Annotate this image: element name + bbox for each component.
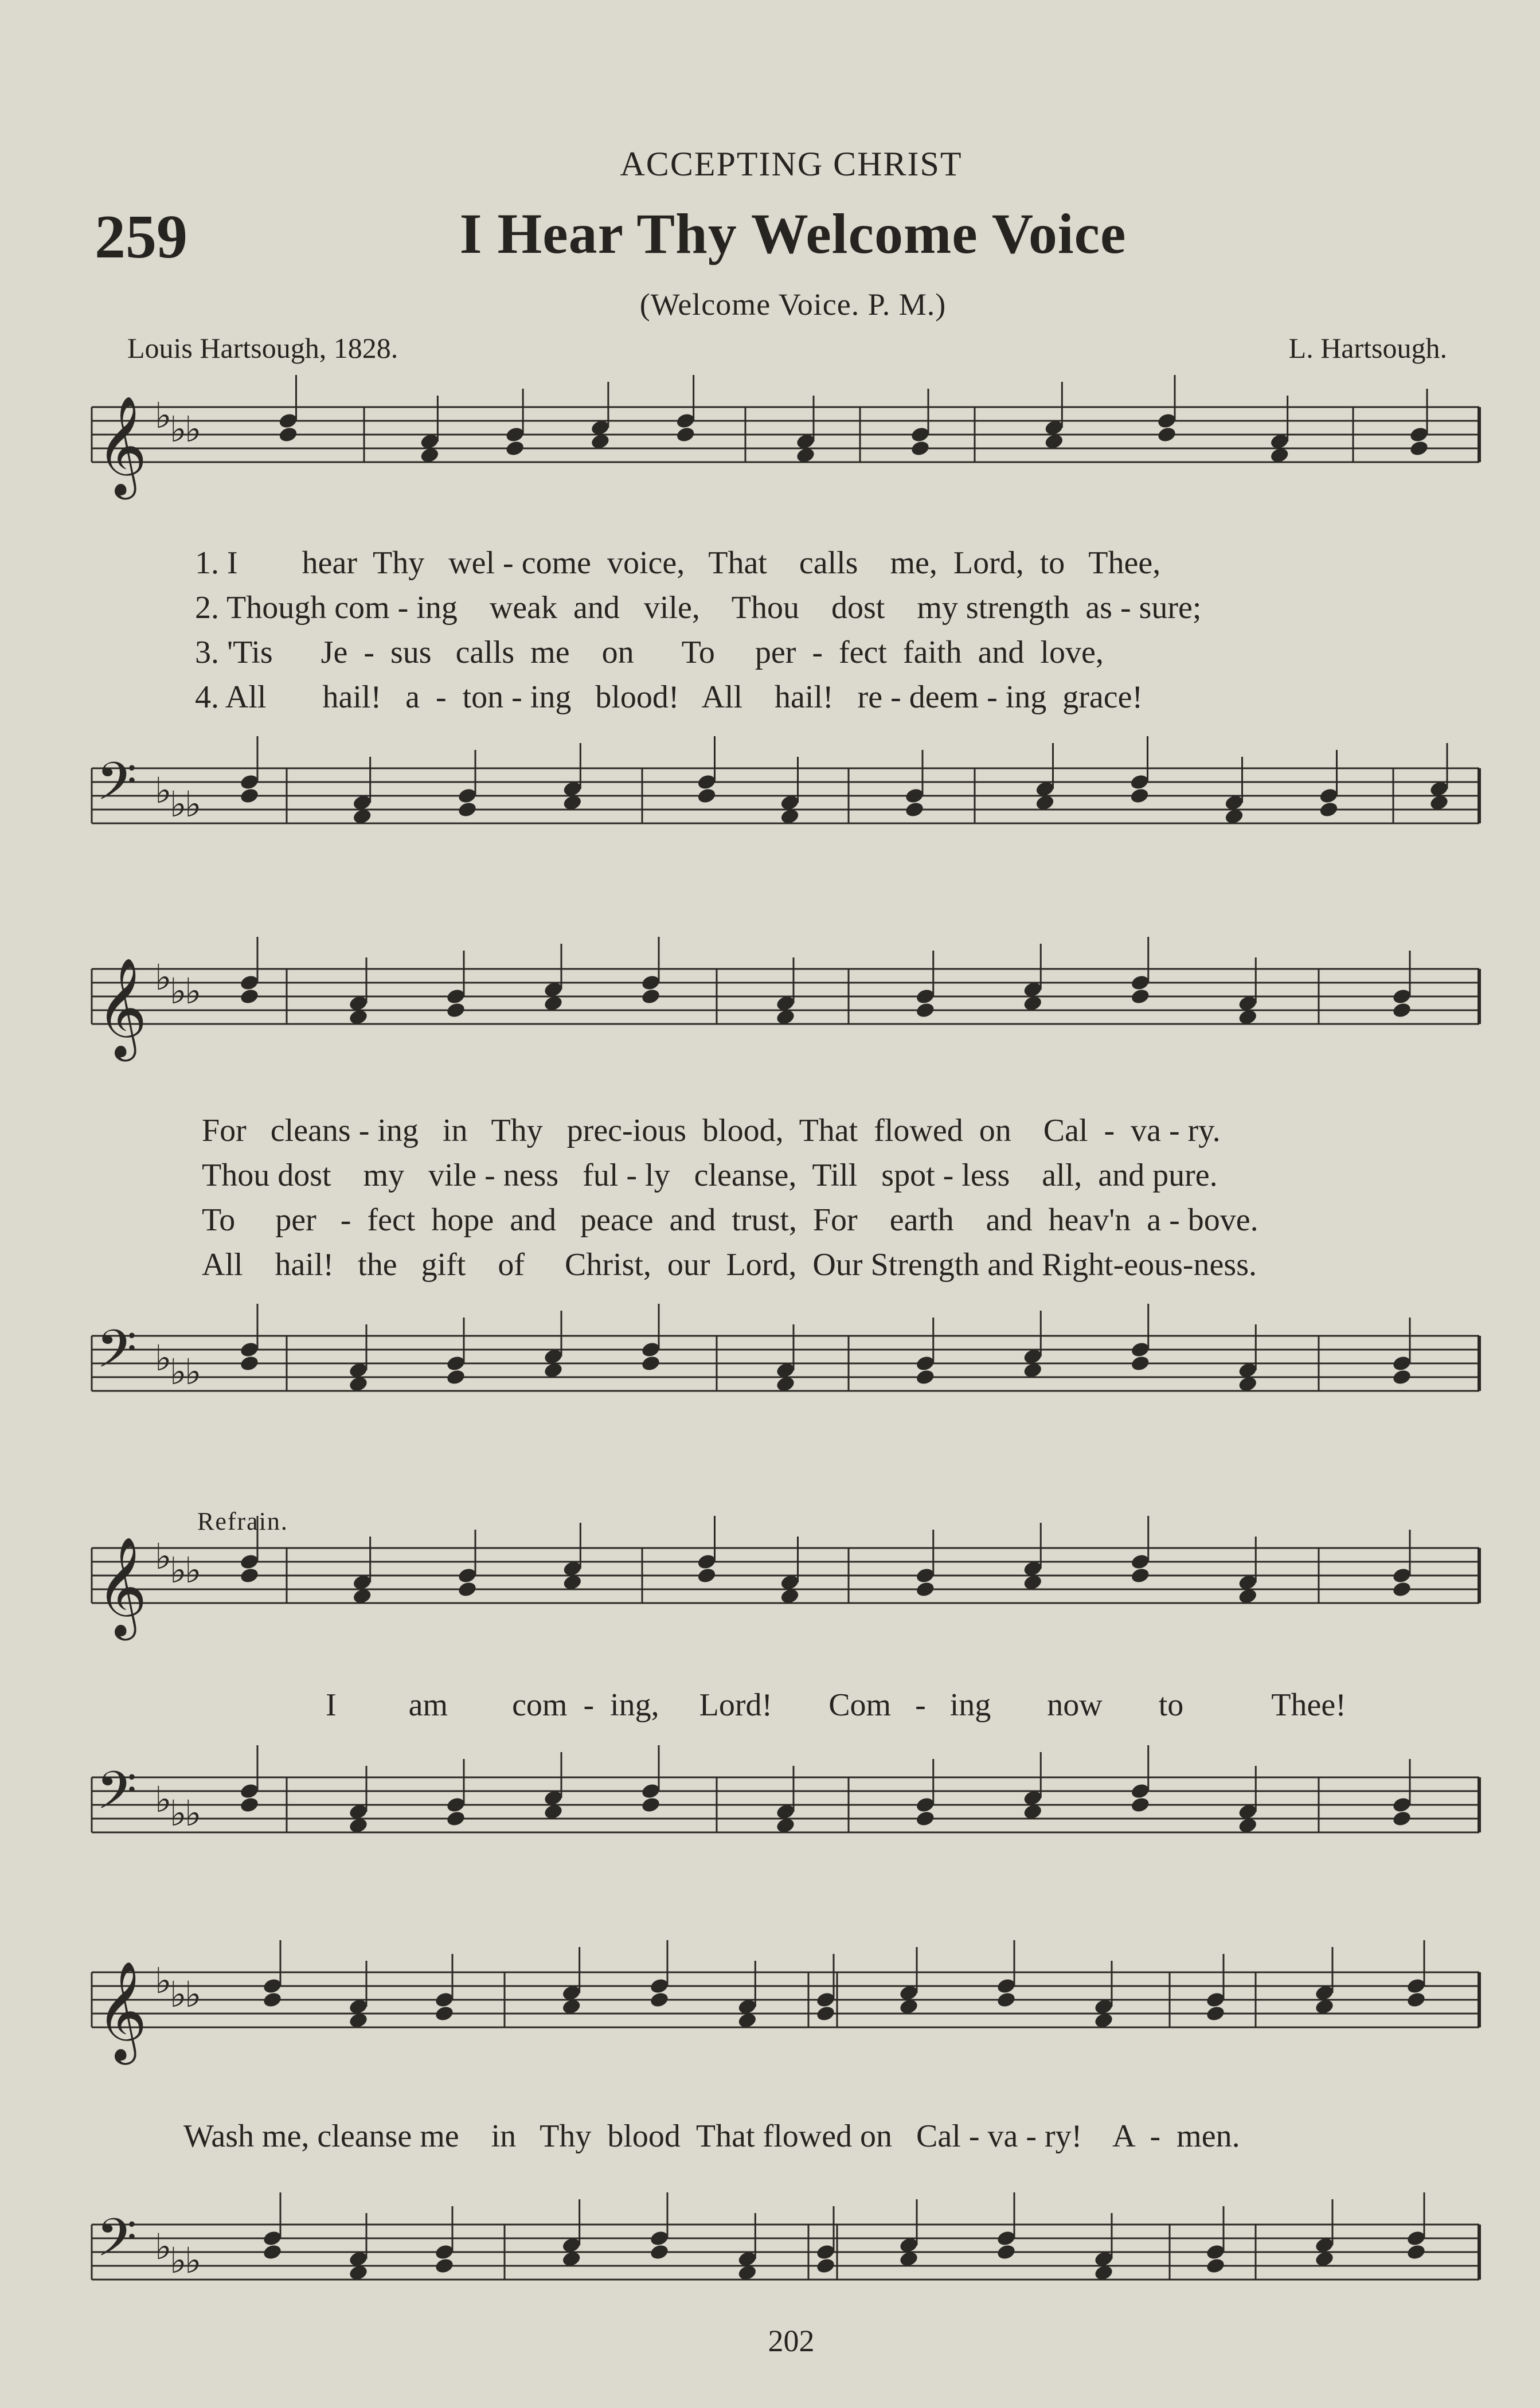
flat-icon: ♭	[185, 1549, 202, 1591]
note-head	[1130, 1567, 1151, 1585]
note-head	[675, 426, 696, 444]
note-head	[239, 988, 260, 1006]
verse-line-2a: 2. Though com - ing weak and vile, Thou dost my strength as - sure;	[195, 590, 1202, 626]
treble-clef-icon: 𝄞	[96, 396, 147, 495]
flat-icon: ♭	[155, 956, 172, 998]
flat-icon: ♭	[185, 1973, 202, 2015]
note-head	[278, 426, 299, 444]
section-heading: ACCEPTING CHRIST	[620, 145, 963, 183]
flat-icon: ♭	[170, 1973, 187, 2015]
note-head	[915, 1369, 936, 1386]
treble-clef-icon: 𝄞	[96, 957, 147, 1057]
composer-credit: L. Hartsough.	[1288, 332, 1447, 364]
note-head	[445, 1002, 466, 1019]
flat-icon: ♭	[170, 783, 187, 825]
note-head	[915, 1002, 936, 1019]
note-head	[915, 1581, 936, 1598]
note-head	[1205, 2005, 1226, 2023]
page-number: 202	[768, 2324, 815, 2358]
flat-icon: ♭	[155, 394, 172, 436]
note-head	[1392, 1002, 1412, 1019]
note-head	[1129, 787, 1150, 805]
note-head	[239, 1355, 260, 1373]
treble-clef-icon: 𝄞	[96, 1537, 147, 1636]
refrain-lyric-2: Wash me, cleanse me in Thy blood That flowed on Cal - va - ry! A - men.	[183, 2118, 1240, 2154]
verse-line-3b: To per - fect hope and peace and trust, For earth and heav'n a - bove.	[202, 1202, 1258, 1238]
note-head	[445, 1369, 466, 1386]
note-head	[815, 2257, 836, 2275]
verse-line-3a: 3. 'Tis Je - sus calls me on To per - fect faith and love,	[195, 635, 1104, 670]
verse-line-1a: 1. I hear Thy wel - come voice, That calls me, Lord, to Thee,	[195, 545, 1161, 581]
note-head	[262, 1991, 283, 2009]
note-head	[457, 1581, 478, 1598]
hymn-number: 259	[95, 203, 187, 271]
flat-icon: ♭	[155, 1535, 172, 1577]
flat-icon: ♭	[185, 783, 202, 825]
flat-icon: ♭	[185, 2239, 202, 2281]
flat-icon: ♭	[170, 970, 187, 1012]
note-head	[1130, 1355, 1151, 1373]
verse-line-2b: Thou dost my vile - ness ful - ly cleanse, Till spot - less all, and pure.	[202, 1158, 1218, 1193]
refrain-label: Refrain.	[197, 1507, 288, 1535]
note-head	[1392, 1810, 1412, 1828]
bass-clef-icon: 𝄢	[96, 1319, 137, 1392]
note-head	[262, 2243, 283, 2261]
note-head	[697, 1567, 717, 1585]
flat-icon: ♭	[170, 1549, 187, 1591]
note-head	[1392, 1581, 1412, 1598]
note-head	[1205, 2257, 1226, 2275]
flat-icon: ♭	[155, 1960, 172, 2002]
refrain-lyric-1: I am com - ing, Lord! Com - ing now to Thee!	[326, 1687, 1346, 1723]
flat-icon: ♭	[185, 1792, 202, 1834]
note-head	[996, 2243, 1017, 2261]
flat-icon: ♭	[155, 769, 172, 811]
flat-icon: ♭	[170, 408, 187, 450]
flat-icon: ♭	[170, 2239, 187, 2281]
note-head	[1409, 440, 1429, 458]
note-head	[1130, 988, 1151, 1006]
note-head	[649, 1991, 670, 2009]
note-head	[1156, 426, 1177, 444]
flat-icon: ♭	[185, 1351, 202, 1393]
bass-clef-icon: 𝄢	[96, 1760, 137, 1834]
note-head	[910, 440, 931, 458]
bass-clef-icon: 𝄢	[96, 751, 137, 824]
verse-line-1b: For cleans - ing in Thy prec-ious blood, That flowed on Cal - va - ry.	[202, 1113, 1221, 1148]
note-head	[445, 1810, 466, 1828]
note-head	[1319, 801, 1339, 819]
author-credit: Louis Hartsough, 1828.	[127, 332, 398, 364]
note-head	[434, 2257, 455, 2275]
note-head	[815, 2005, 836, 2023]
note-head	[457, 801, 478, 819]
note-head	[640, 1355, 661, 1373]
note-head	[649, 2243, 670, 2261]
note-head	[915, 1810, 936, 1828]
note-head	[505, 440, 525, 458]
bass-clef-icon: 𝄢	[96, 2207, 137, 2281]
hymn-title: I Hear Thy Welcome Voice	[459, 202, 1127, 265]
treble-clef-icon: 𝄞	[96, 1961, 147, 2061]
note-head	[640, 1796, 661, 1814]
verse-line-4a: 4. All hail! a - ton - ing blood! All hail! re - deem - ing grace!	[195, 679, 1143, 715]
flat-icon: ♭	[155, 2226, 172, 2268]
note-head	[1406, 1991, 1426, 2009]
note-head	[1392, 1369, 1412, 1386]
flat-icon: ♭	[155, 1778, 172, 1820]
flat-icon: ♭	[170, 1792, 187, 1834]
note-head	[904, 801, 925, 819]
note-head	[434, 2005, 455, 2023]
flat-icon: ♭	[185, 970, 202, 1012]
note-head	[239, 1567, 260, 1585]
note-head	[239, 787, 260, 805]
note-head	[996, 1991, 1017, 2009]
note-head	[1406, 2243, 1426, 2261]
flat-icon: ♭	[155, 1337, 172, 1379]
verse-line-4b: All hail! the gift of Christ, our Lord, Our Strength and Right-eous-ness.	[202, 1247, 1257, 1283]
note-head	[697, 787, 717, 805]
flat-icon: ♭	[185, 408, 202, 450]
note-head	[640, 988, 661, 1006]
tune-info: (Welcome Voice. P. M.)	[639, 287, 947, 322]
flat-icon: ♭	[170, 1351, 187, 1393]
note-head	[239, 1796, 260, 1814]
note-head	[1130, 1796, 1151, 1814]
